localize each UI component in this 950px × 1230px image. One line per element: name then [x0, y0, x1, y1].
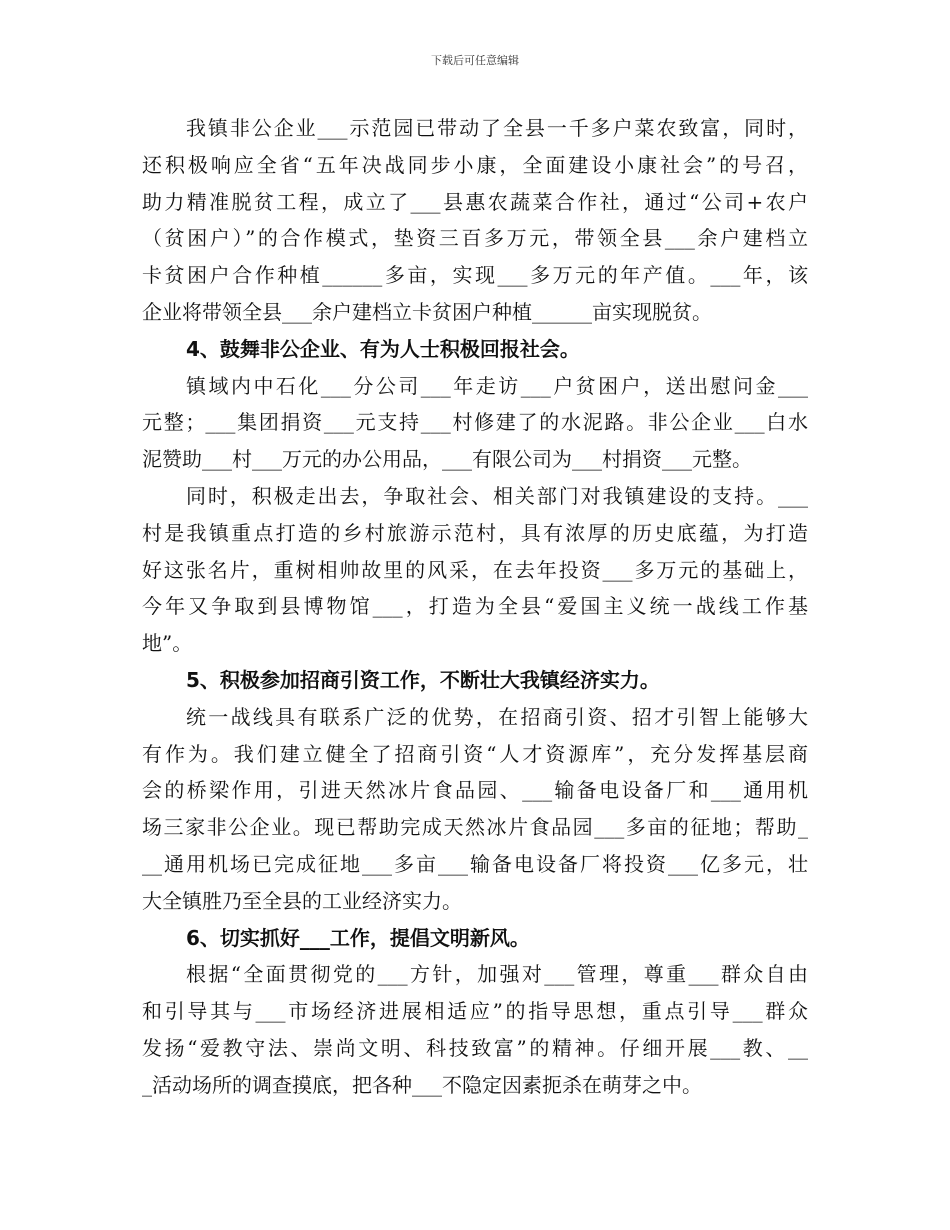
- section-heading: 4、鼓舞非公企业、有为人士积极回报社会。: [186, 336, 580, 361]
- paragraph-line: （贫困户）”的合作模式，垫资三百多万元，带领全县___余户建档立: [142, 226, 808, 251]
- paragraph-line: 地”。: [142, 631, 193, 656]
- paragraph-line: 发扬“爱教守法、崇尚文明、科技致富”的精神。仔细开展___教、__: [142, 1035, 808, 1060]
- paragraph-line: 大全镇胜乃至全县的工业经济实力。: [142, 888, 462, 913]
- paragraph-line: 好这张名片，重树相帅故里的风采，在去年投资___多万元的基础上，: [142, 557, 808, 582]
- paragraph-line: 有作为。我们建立健全了招商引资“人才资源库”，充分发挥基层商: [142, 741, 808, 766]
- paragraph-line: 泥赞助___村___万元的办公用品，___有限公司为___村捐资___元整。: [142, 447, 752, 472]
- paragraph-line: 根据“全面贯彻党的___方针，加强对___管理，尊重___群众自由: [186, 962, 808, 987]
- page-header-note: 下载后可任意编辑: [431, 54, 519, 67]
- paragraph-line: 元整；___集团捐资___元支持___村修建了的水泥路。非公企业___白水: [142, 410, 808, 435]
- paragraph-line: 助力精准脱贫工程，成立了___县惠农蔬菜合作社，通过“公司+农户: [142, 189, 808, 214]
- document-body: [142, 110, 808, 1104]
- section-heading: 5、积极参加招商引资工作，不断壮大我镇经济实力。: [186, 667, 660, 692]
- paragraph-line: 我镇非公企业___示范园已带动了全县一千多户菜农致富，同时，: [186, 116, 808, 140]
- paragraph-line: 统一战线具有联系广泛的优势，在招商引资、招才引智上能够大: [186, 704, 808, 729]
- paragraph-line: 还积极响应全省“五年决战同步小康，全面建设小康社会”的号召，: [142, 152, 808, 177]
- paragraph-line: 企业将带领全县___余户建档立卡贫困户种植______亩实现脱贫。: [142, 299, 712, 324]
- paragraph-line: __通用机场已完成征地___多亩___输备电设备厂将投资___亿多元，壮: [142, 851, 808, 876]
- paragraph-line: 和引导其与___市场经济进展相适应”的指导思想，重点引导___群众: [142, 999, 808, 1024]
- paragraph-line: 镇域内中石化___分公司___年走访___户贫困户，送出慰问金___: [186, 373, 808, 398]
- paragraph-line: 卡贫困户合作种植______多亩，实现___多万元的年产值。___年，该: [142, 263, 808, 288]
- paragraph-line: 今年又争取到县博物馆___，打造为全县“爱国主义统一战线工作基: [142, 594, 808, 619]
- paragraph-line: 同时，积极走出去，争取社会、相关部门对我镇建设的支持。___: [186, 483, 808, 508]
- paragraph-line: 村是我镇重点打造的乡村旅游示范村，具有浓厚的历史底蕴，为打造: [142, 520, 808, 545]
- paragraph-line: 会的桥梁作用，引进天然冰片食品园、___输备电设备厂和___通用机: [142, 778, 808, 803]
- paragraph-line: 场三家非公企业。现已帮助完成天然冰片食品园___多亩的征地；帮助_: [142, 815, 808, 840]
- paragraph-line: _活动场所的调查摸底，把各种___不隐定因素扼杀在萌芽之中。: [142, 1072, 702, 1097]
- section-heading: 6、切实抓好___工作，提倡文明新风。: [186, 925, 530, 950]
